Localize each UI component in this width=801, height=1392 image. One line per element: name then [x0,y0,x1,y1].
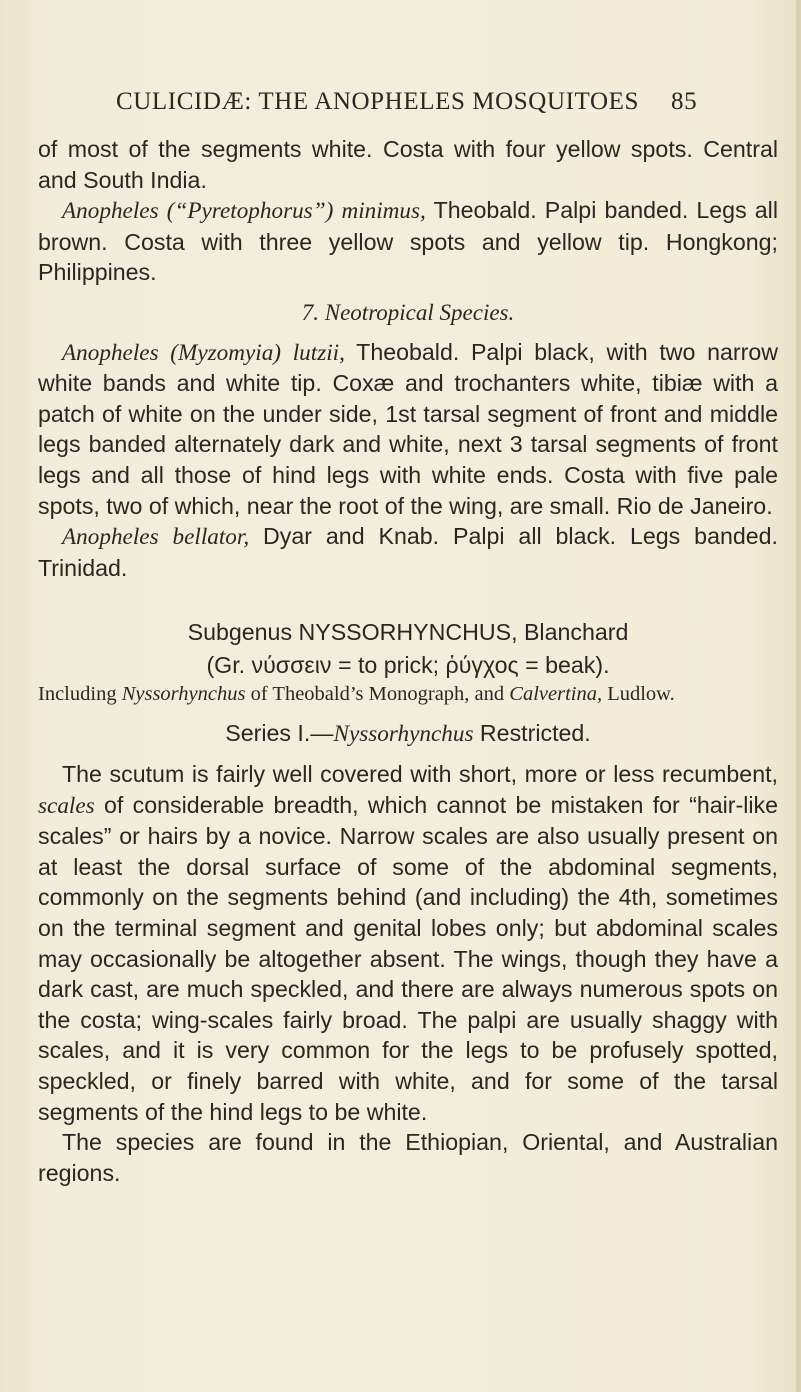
including-text: Including [38,682,122,705]
running-head [116,88,716,116]
subgenus-name: (Myzomyia) [170,339,282,366]
paragraph-bellator [38,521,778,583]
paragraph-scutum [38,759,778,1127]
species-description: Theobald. Palpi black, with two narrow white bands and white tip. Coxæ and trochanters white, tibiæ with a patch of white on the under side, 1st tarsal segment of front and middle legs banded alternately dark and white, next 3 tarsal segments of front legs and all those of hind legs with white ends. Costa with five pale spots, two of which, near the root of the wing, are small. Rio de Janeiro. [38,338,778,519]
page-number: 85 [671,88,698,115]
series-qualifier: Restricted. [473,719,591,746]
genus-name: Calvertina, [509,682,603,705]
paragraph-continuation: of most of the segments white. Costa with four yellow spots. Central and South India. [38,136,778,193]
series-heading [38,718,778,750]
series-label: Series I.— [225,719,334,746]
paragraph-minimus [38,195,778,288]
paragraph-text: The scutum is fairly well covered with short, more or less recumbent, [62,761,778,788]
page-edge [796,0,801,1392]
etymology-line: (Gr. νύσσειν = to prick; ῥύγχος = beak). [206,651,610,678]
emphasis-text: scales [38,792,95,819]
genus-name: Anopheles [62,339,159,366]
series-genus: Nyssorhynchus [333,720,474,747]
species-name: lutzii, [292,339,345,366]
including-text: Ludlow. [602,682,675,705]
paragraph-text: of considerable breadth, which cannot be mistaken for “hair-like scales” or hairs by a novice. Narrow scales are also usually present on at least the dorsal surface of some of the abdominal segments, commonly on the segments behind (and including) the 4th, sometimes on the terminal segment and genital lobes only; but abdominal scales may occasionally be altogether absent. The wings, though they have a dark cast, are much speckled, and there are always numerous spots on the costa; wing-scales fairly broad. The palpi are usually shaggy with scales, and it is very common for the legs to be profusely spotted, speckled, or finely barred with white, and for some of the tarsal segments of the hind legs to be white. [38,791,778,1125]
genus-name: Nyssorhynchus [121,682,246,705]
page-body [38,134,778,1188]
subgenus-name: (“Pyretophorus”) [166,198,334,225]
subgenus-heading: Subgenus NYSSORHYNCHUS, Blanchard [187,619,629,646]
genus-name: Anopheles [62,198,159,225]
including-note [38,681,778,708]
running-title: CULICIDÆ: THE ANOPHELES MOSQUITOES [116,88,639,115]
paragraph-distribution: The species are found in the Ethiopian, Oriental, and Australian regions. [38,1129,778,1186]
species-name: minimus, [341,198,426,225]
species-description: Dyar and Knab. Palpi all black. Legs banded. Trinidad. [38,523,778,581]
species-description: Theobald. Palpi banded. Legs all brown. Costa with three yellow spots and yellow tip. Hongkong; Philippines. [38,197,778,286]
including-text: of Theobald’s Monograph, and [245,682,510,705]
paragraph-lutzii [38,337,778,522]
spacer [38,583,778,617]
species-name: bellator, [172,524,250,551]
genus-name: Anopheles [62,524,159,551]
section-heading: 7. Neotropical Species. [301,299,515,325]
